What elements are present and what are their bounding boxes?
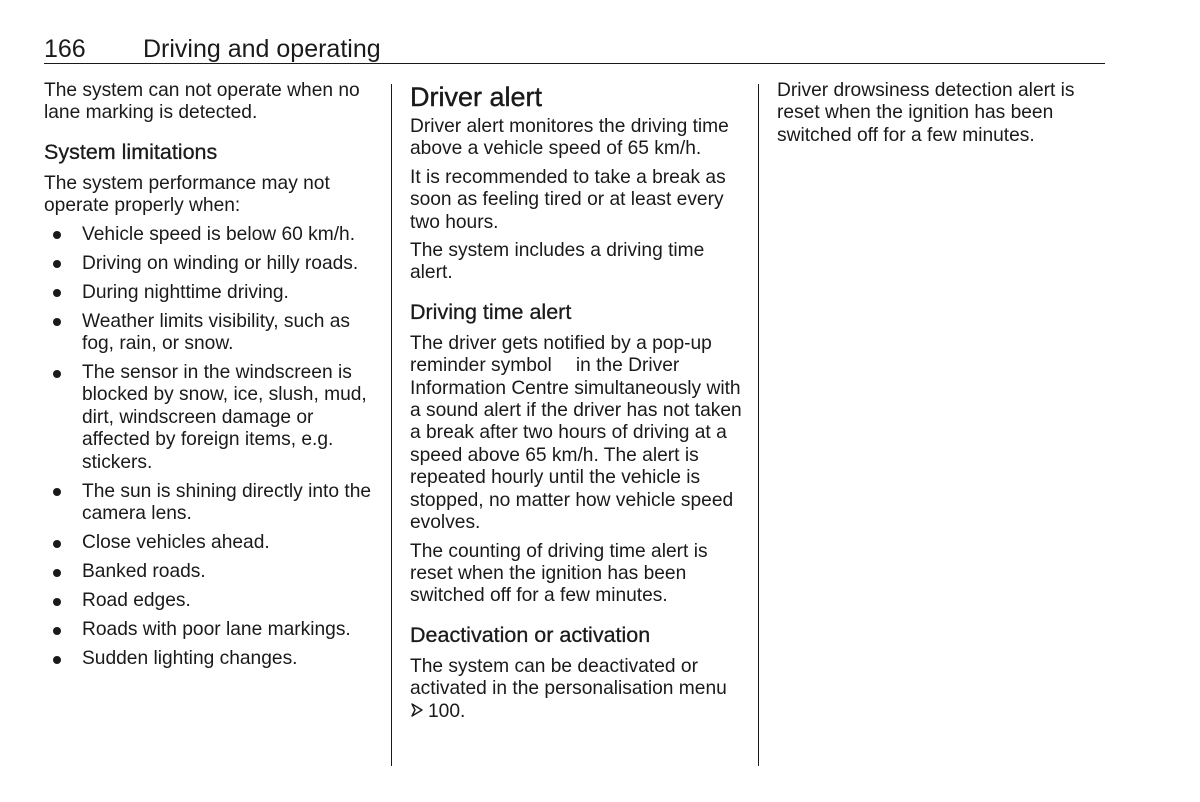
page-reference-arrow-icon: [410, 701, 424, 723]
list-item: The sun is shining directly into the camera lens.: [44, 481, 378, 526]
driver-alert-paragraph-1: Driver alert monitores the driving time above a vehicle speed of 65 km/h.: [410, 116, 729, 160]
driver-alert-paragraph-2: It is recommended to take a break as soon as feeling tired or at least every two hours.: [410, 166, 726, 233]
list-item: Banked roads.: [44, 561, 378, 583]
bullet-icon: [53, 540, 61, 548]
column-right: [777, 80, 1107, 153]
bullet-icon: [53, 627, 61, 635]
deactivation-paragraph: The system can be deactivated or activated in the personalisation menu 100.: [410, 655, 727, 722]
bullet-icon: [53, 370, 61, 378]
bullet-icon: [53, 260, 61, 268]
list-item: Close vehicles ahead.: [44, 532, 378, 554]
bullet-icon: [53, 318, 61, 326]
driving-time-alert-heading: Driving time alert: [410, 299, 572, 324]
bullet-icon: [53, 289, 61, 297]
no-lane-marking-paragraph: The system can not operate when no lane marking is detected.: [44, 80, 360, 124]
column-divider-right: [758, 84, 759, 766]
bullet-icon: [53, 569, 61, 577]
list-item: Road edges.: [44, 590, 378, 612]
driver-alert-paragraph-3: The system includes a driving time alert.: [410, 240, 705, 284]
page-number: 166: [44, 35, 86, 63]
running-head: Driving and operating: [143, 35, 381, 63]
bullet-icon: [53, 488, 61, 496]
column-left: [44, 80, 378, 677]
driver-alert-title: Driver alert: [410, 82, 543, 112]
driving-time-alert-paragraph-1: The driver gets notified by a pop-up reminder symbol in the Driver Information Centre simultaneously with a sound alert if the driver has not taken a break after two hours of driving at a speed above 65 km/h. The alert is repeated hourly until the vehicle is stopped, no matter how vehicle speed evolves.: [410, 332, 742, 534]
page-reference-link[interactable]: 100.: [428, 700, 466, 722]
list-item: Vehicle speed is below 60 km/h.: [44, 224, 378, 246]
list-item: Driving on winding or hilly roads.: [44, 253, 378, 275]
column-divider-left: [391, 84, 392, 766]
page-header: [44, 33, 1105, 64]
list-item: Weather limits visibility, such as fog, rain, or snow.: [44, 311, 378, 356]
column-middle: [410, 80, 746, 729]
bullet-icon: [53, 231, 61, 239]
list-item: Roads with poor lane markings.: [44, 619, 378, 641]
drowsiness-reset-paragraph: Driver drowsiness detection alert is reset when the ignition has been switched off for a few minutes.: [777, 80, 1075, 146]
list-item: During nighttime driving.: [44, 282, 378, 304]
list-item: The sensor in the windscreen is blocked by snow, ice, slush, mud, dirt, windscreen damage or affected by foreign items, e.g. stickers.: [44, 362, 378, 474]
limitations-intro: The system performance may not operate properly when:: [44, 172, 330, 217]
list-item: Sudden lighting changes.: [44, 648, 378, 670]
limitations-list: [44, 224, 378, 671]
bullet-icon: [53, 598, 61, 606]
deactivation-heading: Deactivation or activation: [410, 622, 651, 647]
driving-time-alert-paragraph-2: The counting of driving time alert is reset when the ignition has been switched off for a few minutes.: [410, 540, 708, 607]
bullet-icon: [53, 656, 61, 664]
system-limitations-heading: System limitations: [44, 139, 218, 164]
